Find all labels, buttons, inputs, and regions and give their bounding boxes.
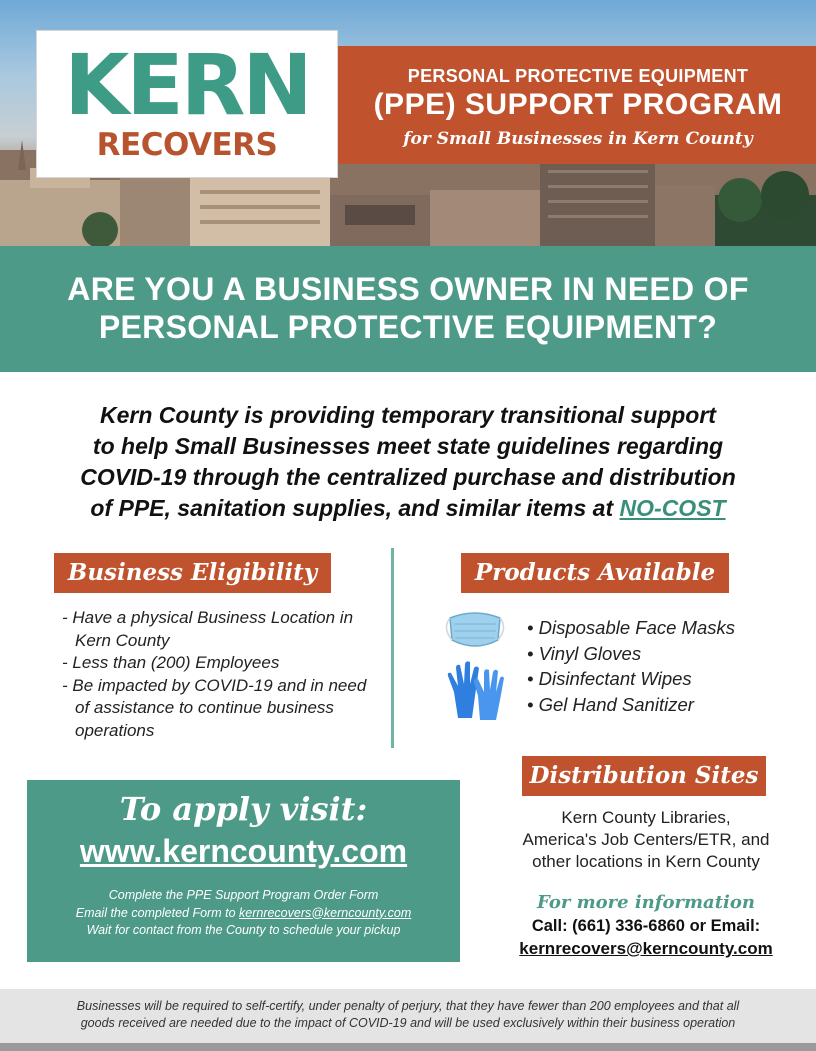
footer-line2: goods received are needed due to the impact of COVID-19 and will be used exclusively within their business operation xyxy=(80,1016,736,1030)
eligibility-list xyxy=(62,607,382,742)
apply-step-1: Complete the PPE Support Program Order Form xyxy=(108,888,379,902)
eligibility-item: - Have a physical Business Location in Kern County xyxy=(62,608,354,650)
distribution-line2: America's Job Centers/ETR, and xyxy=(522,830,770,849)
logo-main-text: KERN xyxy=(64,36,310,134)
product-item: • Disposable Face Masks xyxy=(527,617,735,638)
intro-line4-text: of PPE, sanitation supplies, and similar items at xyxy=(90,495,620,521)
contact-phone: Call: (661) 336-6860 or Email: xyxy=(531,917,761,935)
contact-email-link[interactable]: kernrecovers@kerncounty.com xyxy=(519,939,773,958)
footer-line1: Businesses will be required to self-certify, under penalty of perjury, that they have fewer than 200 employees and that all xyxy=(76,999,740,1013)
distribution-line3: other locations in Kern County xyxy=(532,852,760,871)
product-item: • Disinfectant Wipes xyxy=(527,668,692,689)
headline-line1: ARE YOU A BUSINESS OWNER IN NEED OF xyxy=(67,271,749,307)
distribution-sites-heading: Distribution Sites xyxy=(522,756,766,796)
apply-step-2 xyxy=(27,905,460,923)
program-title-line1: PERSONAL PROTECTIVE EQUIPMENT xyxy=(407,66,749,86)
product-icons xyxy=(440,600,510,730)
products-list xyxy=(527,615,807,717)
product-item: • Vinyl Gloves xyxy=(527,642,642,664)
no-cost-link[interactable]: NO-COST xyxy=(619,495,726,521)
product-item: • Gel Hand Sanitizer xyxy=(527,693,694,715)
kern-recovers-logo xyxy=(36,30,338,178)
headline-line2: PERSONAL PROTECTIVE EQUIPMENT? xyxy=(98,309,718,345)
intro-line1: Kern County is providing temporary transitional support xyxy=(100,402,716,428)
intro-line3: COVID-19 through the centralized purchase and distribution xyxy=(80,464,736,490)
face-mask-icon xyxy=(446,613,503,646)
column-divider xyxy=(391,548,394,748)
eligibility-item: - Less than (200) Employees xyxy=(62,653,280,672)
intro-line2: to help Small Businesses meet state guidelines regarding xyxy=(92,433,724,459)
apply-step-2-text: Email the completed Form to xyxy=(75,905,239,920)
program-title-line2: (PPE) SUPPORT PROGRAM xyxy=(373,88,783,121)
more-info-heading: For more information xyxy=(537,892,755,913)
gloves-icon xyxy=(448,661,504,720)
apply-email-link[interactable]: kernrecovers@kerncounty.com xyxy=(239,905,412,920)
intro-paragraph xyxy=(40,400,776,524)
apply-steps xyxy=(27,887,460,940)
eligibility-item: - Be impacted by COVID-19 and in need of assistance to continue business operations xyxy=(62,675,367,740)
logo-sub-text: RECOVERS xyxy=(96,127,278,163)
business-eligibility-heading: Business Eligibility xyxy=(54,553,331,593)
distribution-sites-text xyxy=(496,807,796,873)
distribution-line1: Kern County Libraries, xyxy=(561,808,731,827)
apply-url-link[interactable]: www.kerncounty.com xyxy=(79,833,408,869)
products-available-heading: Products Available xyxy=(461,553,729,593)
program-subtitle: for Small Businesses in Kern County xyxy=(403,129,753,149)
main-headline xyxy=(0,270,816,346)
apply-step-3: Wait for contact from the County to schedule your pickup xyxy=(86,923,401,937)
footer-disclaimer xyxy=(16,998,800,1032)
apply-heading: To apply visit: xyxy=(119,790,368,828)
intro-line4 xyxy=(40,493,776,524)
footer-bar xyxy=(0,1043,816,1051)
